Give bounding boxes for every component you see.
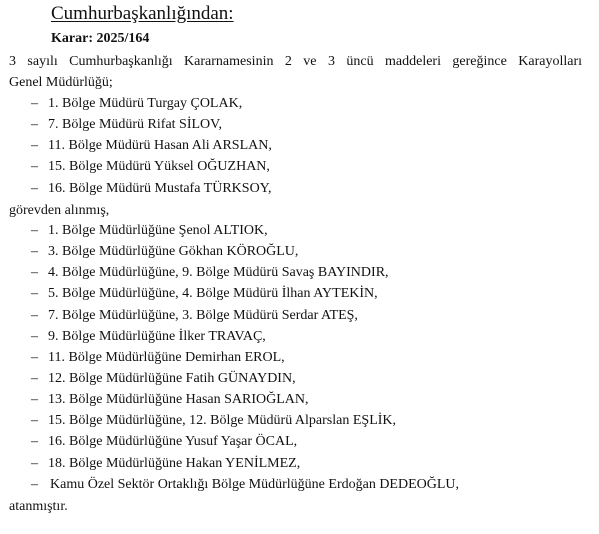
list-item [0,326,599,347]
dash-mark: – [31,180,38,196]
list-item [0,347,599,368]
intro-line-2: Genel Müdürlüğü; [9,75,113,90]
dismissed-closing: görevden alınmış, [9,203,110,218]
intro-line-1: 3 sayılı Cumhurbaşkanlığı Kararnamesinin 2 ve 3 üncü maddeleri gereğince Karayolları [9,54,582,69]
dash-mark: – [31,349,38,365]
appointed-entry: 11. Bölge Müdürlüğüne Demirhan EROL, [48,349,285,365]
list-item [0,368,599,389]
list-item [0,410,599,431]
dash-mark: – [31,96,38,111]
dash-mark: – [31,370,38,386]
list-item [0,262,599,283]
list-item [0,93,599,114]
appointed-entry: 5. Bölge Müdürlüğüne, 4. Bölge Müdürü İlhan AYTEKİN, [48,286,378,302]
appointed-entry: 12. Bölge Müdürlüğüne Fatih GÜNAYDIN, [48,370,296,386]
appointed-entry: 13. Bölge Müdürlüğüne Hasan SARIOĞLAN, [48,392,309,408]
dash-mark: – [31,392,38,408]
appointed-list [0,220,599,495]
dismissed-entry: 16. Bölge Müdürü Mustafa TÜRKSOY, [48,180,272,196]
list-item [0,156,599,177]
appointed-entry: 9. Bölge Müdürlüğüne İlker TRAVAÇ, [48,328,266,344]
appointed-entry: 4. Bölge Müdürlüğüne, 9. Bölge Müdürü Savaş BAYINDIR, [48,265,389,281]
dash-mark: – [31,223,38,238]
appointed-entry: Kamu Özel Sektör Ortaklığı Bölge Müdürlüğüne Erdoğan DEDEOĞLU, [50,476,460,492]
list-item [0,431,599,452]
dash-mark: – [31,159,38,175]
dash-mark: – [31,265,38,281]
list-item [0,305,599,326]
dash-mark: – [31,455,38,471]
list-item [0,283,599,304]
list-item [0,135,599,156]
appointed-entry: 1. Bölge Müdürlüğüne Şenol ALTIOK, [48,223,268,238]
appointed-entry: 3. Bölge Müdürlüğüne Gökhan KÖROĞLU, [48,244,299,260]
dismissed-entry: 7. Bölge Müdürü Rifat SİLOV, [48,117,222,133]
decision-number: Karar: 2025/164 [51,31,150,46]
dash-mark: – [31,117,38,133]
list-item [0,453,599,474]
list-item [0,241,599,262]
issuing-authority: Cumhurbaşkanlığından: [51,3,234,24]
list-item [0,474,599,495]
dismissed-entry: 1. Bölge Müdürü Turgay ÇOLAK, [48,96,243,111]
list-item [0,114,599,135]
dismissed-entry: 11. Bölge Müdürü Hasan Ali ARSLAN, [48,138,272,154]
appointed-closing: atanmıştır. [9,499,68,514]
dash-mark: – [31,307,38,323]
dismissed-list [0,93,599,199]
appointed-entry: 7. Bölge Müdürlüğüne, 3. Bölge Müdürü Serdar ATEŞ, [48,307,358,323]
dash-mark: – [31,413,38,429]
dash-mark: – [31,434,38,450]
list-item [0,220,599,241]
list-item [0,178,599,199]
dismissed-entry: 15. Bölge Müdürü Yüksel OĞUZHAN, [48,159,270,175]
list-item [0,389,599,410]
appointed-entry: 18. Bölge Müdürlüğüne Hakan YENİLMEZ, [48,455,301,471]
appointed-entry: 15. Bölge Müdürlüğüne, 12. Bölge Müdürü Alparslan EŞLİK, [48,413,397,429]
dash-mark: – [31,476,38,492]
dash-mark: – [31,286,38,302]
appointed-entry: 16. Bölge Müdürlüğüne Yusuf Yaşar ÖCAL, [48,434,298,450]
dash-mark: – [31,328,38,344]
dash-mark: – [31,138,38,154]
dash-mark: – [31,244,38,260]
